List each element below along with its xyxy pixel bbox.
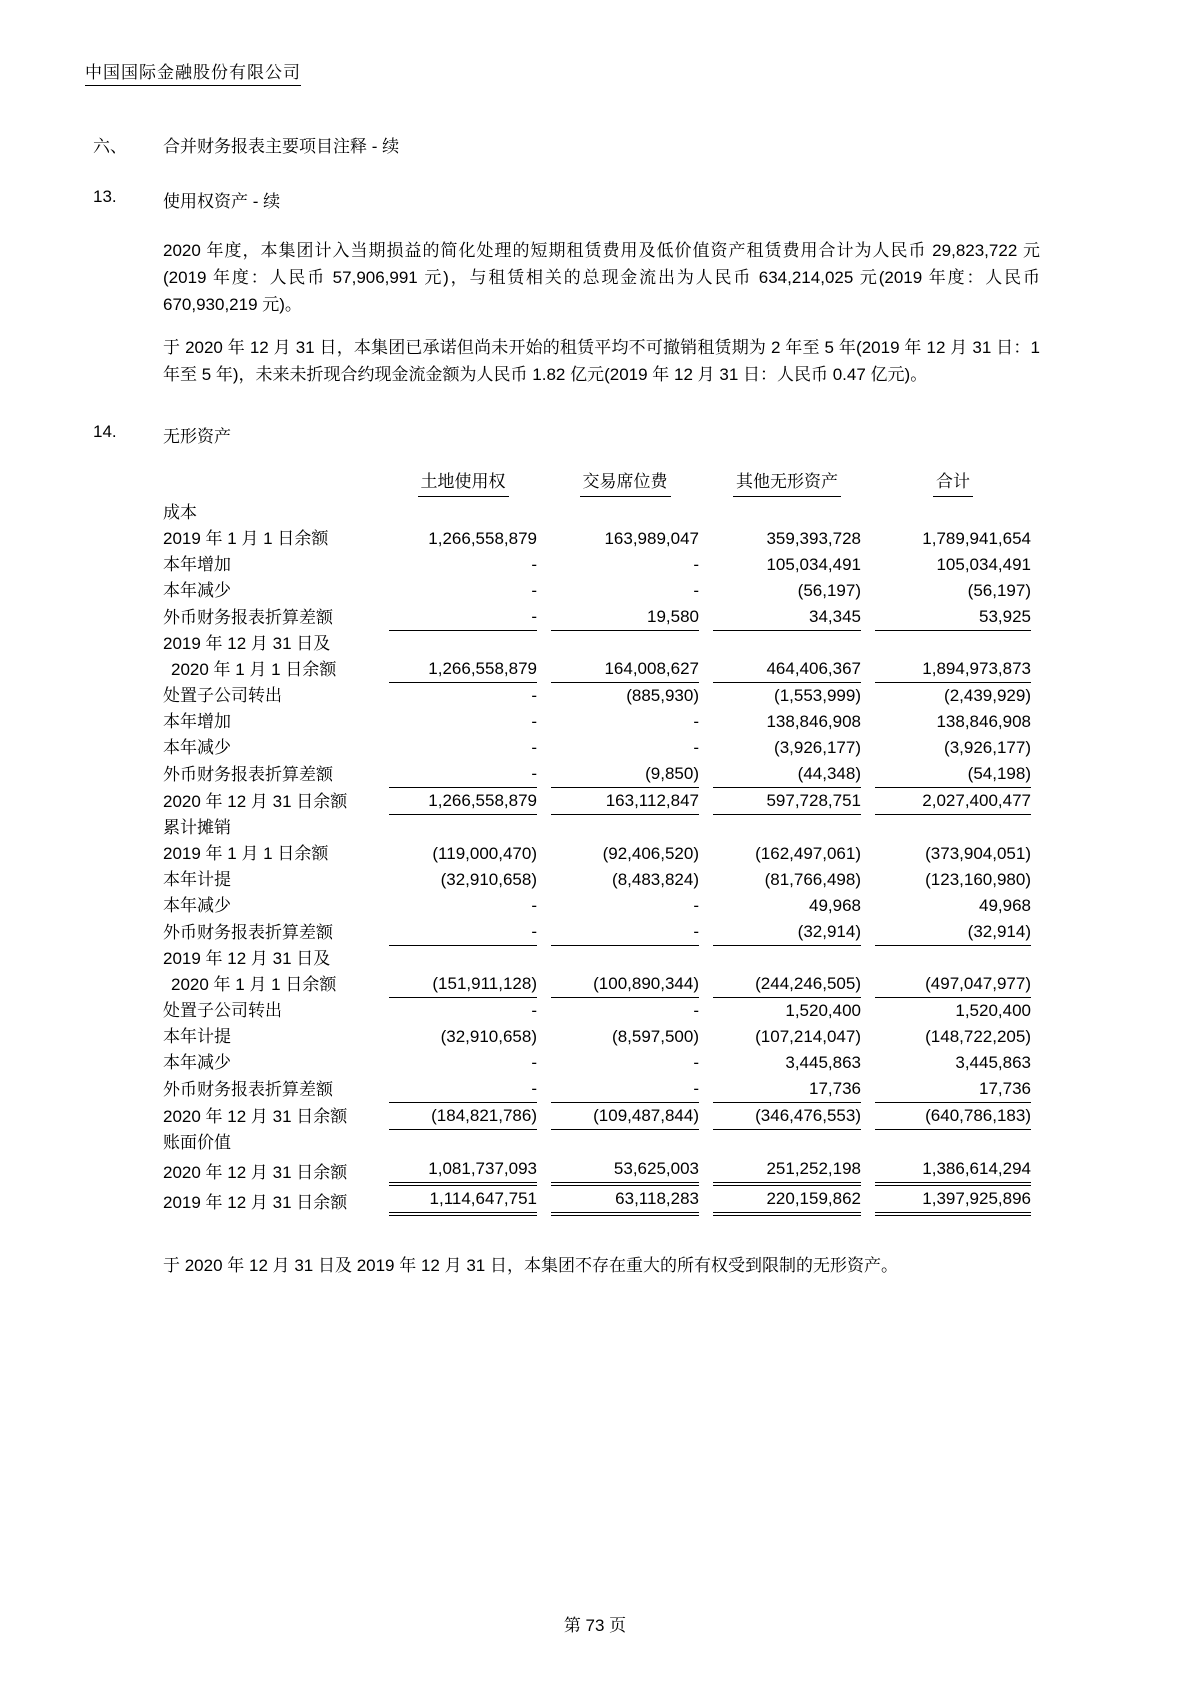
cell-value: 464,406,367 xyxy=(713,631,861,683)
note13-paragraph-2: 于 2020 年 12 月 31 日，本集团已承诺但尚未开始的租赁平均不可撤销租赁期为 2 年至 5 年(2019 年 12 月 31 日：1 年至 5 年)，未来未折现合约现金流金额为人民币 1.82 亿元(2019 年 12 月 31 日：人民币 0.47 亿元)。 xyxy=(163,338,1040,384)
cell-value: (373,904,051) xyxy=(925,844,1031,863)
row-label-line: 本年增加 xyxy=(163,712,231,731)
table-row xyxy=(163,841,1031,867)
row-label xyxy=(163,526,375,552)
cell-value: - xyxy=(693,581,699,600)
cell-value: (346,476,553) xyxy=(713,1103,861,1130)
cell-value: 3,445,863 xyxy=(955,1053,1031,1072)
row-label xyxy=(163,552,375,578)
column-header-label: 土地使用权 xyxy=(418,469,509,497)
cell-value: (885,930) xyxy=(626,686,699,705)
section-title: 合并财务报表主要项目注释 - 续 xyxy=(163,137,400,156)
row-label xyxy=(163,631,375,683)
cell-value: (32,910,658) xyxy=(440,870,537,889)
row-label-line: 2019 年 1 月 1 日余额 xyxy=(163,529,329,548)
row-label xyxy=(163,788,375,815)
row-label-line: 2020 年 1 月 1 日余额 xyxy=(171,975,337,994)
cell-value: 2,027,400,477 xyxy=(875,788,1031,815)
cell-value: 105,034,491 xyxy=(766,555,861,574)
cell-value: - xyxy=(531,581,537,600)
column-header-label: 交易席位费 xyxy=(580,469,671,497)
cell-value: (56,197) xyxy=(797,581,861,600)
row-label xyxy=(163,1156,375,1186)
cell-value: (54,198) xyxy=(875,761,1031,788)
cell-value: 163,112,847 xyxy=(551,788,699,815)
cell-value: 49,968 xyxy=(979,896,1031,915)
row-label xyxy=(163,1186,375,1216)
cell-value: - xyxy=(531,686,537,705)
row-label xyxy=(163,1076,375,1103)
cell-value: (2,439,929) xyxy=(944,686,1031,705)
cell-value: (32,914) xyxy=(713,919,861,946)
cell-value: (119,000,470) xyxy=(432,844,537,863)
cell-value: 138,846,908 xyxy=(766,712,861,731)
cell-value: 105,034,491 xyxy=(936,555,1031,574)
note13-heading xyxy=(93,187,1190,212)
row-label-line: 本年减少 xyxy=(163,1053,231,1072)
cell-value: 359,393,728 xyxy=(766,529,861,548)
row-label-line: 外币财务报表折算差额 xyxy=(163,765,333,784)
row-label-line: 外币财务报表折算差额 xyxy=(163,608,333,627)
cell-value: 164,008,627 xyxy=(551,631,699,683)
cell-value: - xyxy=(531,555,537,574)
table-row xyxy=(163,735,1031,761)
row-label-line: 2019 年 12 月 31 日余额 xyxy=(163,1193,348,1212)
table-row xyxy=(163,788,1031,815)
cell-value: 49,968 xyxy=(809,896,861,915)
column-header-label: 其他无形资产 xyxy=(733,469,841,497)
intangibles-table xyxy=(149,469,1045,1216)
table-section-row xyxy=(163,815,1031,841)
table-section-row xyxy=(163,1130,1031,1156)
row-label xyxy=(163,998,375,1024)
row-label xyxy=(163,919,375,946)
table-row xyxy=(163,1186,1031,1216)
cell-value: (1,553,999) xyxy=(774,686,861,705)
row-label-line: 2020 年 12 月 31 日余额 xyxy=(163,792,348,811)
cell-value: 17,736 xyxy=(875,1076,1031,1103)
cell-value: 1,081,737,093 xyxy=(389,1156,537,1186)
page-number: 第 73 页 xyxy=(563,1616,627,1635)
note13-paragraph-1: 2020 年度，本集团计入当期损益的简化处理的短期租赁费用及低价值资产租赁费用合计为人民币 29,823,722 元(2019 年度：人民币 57,906,991 元)，与租赁相关的总现金流出为人民币 634,214,025 元(2019 年度：人民币 670,930,219 元)。 xyxy=(163,241,1040,314)
table-row xyxy=(163,1076,1031,1103)
cell-value: (44,348) xyxy=(713,761,861,788)
cell-value: (3,926,177) xyxy=(774,738,861,757)
cell-value: - xyxy=(531,712,537,731)
cell-value: 1,520,400 xyxy=(955,1001,1031,1020)
cell-value: - xyxy=(531,738,537,757)
cell-value: - xyxy=(531,1001,537,1020)
cell-value: (3,926,177) xyxy=(944,738,1031,757)
row-label-line: 本年减少 xyxy=(163,896,231,915)
cell-value: - xyxy=(551,1076,699,1103)
column-header xyxy=(551,469,699,500)
cell-value: - xyxy=(551,919,699,946)
table-row xyxy=(163,552,1031,578)
row-label xyxy=(163,867,375,893)
cell-value: 53,625,003 xyxy=(551,1156,699,1186)
cell-value: - xyxy=(693,1001,699,1020)
cell-value: - xyxy=(693,896,699,915)
cell-value: - xyxy=(693,555,699,574)
cell-value: (162,497,061) xyxy=(755,844,861,863)
table-row xyxy=(163,683,1031,709)
section-number: 六、 xyxy=(93,137,127,156)
row-label-line: 2020 年 12 月 31 日余额 xyxy=(163,1163,348,1182)
table-row xyxy=(163,893,1031,919)
row-label-line: 本年计提 xyxy=(163,1027,231,1046)
cell-value: - xyxy=(389,1076,537,1103)
cell-value: - xyxy=(389,919,537,946)
row-label xyxy=(163,1103,375,1130)
row-label-line: 本年减少 xyxy=(163,738,231,757)
row-label xyxy=(163,578,375,604)
row-label xyxy=(163,735,375,761)
row-label xyxy=(163,761,375,788)
table-section-title: 成本 xyxy=(163,503,197,522)
column-header xyxy=(713,469,861,500)
column-header xyxy=(875,469,1031,500)
cell-value: - xyxy=(389,604,537,631)
row-label xyxy=(163,683,375,709)
cell-value: (151,911,128) xyxy=(389,946,537,998)
table-row xyxy=(163,998,1031,1024)
row-label-line: 外币财务报表折算差额 xyxy=(163,1080,333,1099)
cell-value: (123,160,980) xyxy=(925,870,1031,889)
row-label xyxy=(163,604,375,631)
cell-value: 19,580 xyxy=(551,604,699,631)
cell-value: - xyxy=(693,738,699,757)
row-label-line: 2019 年 12 月 31 日及 xyxy=(163,634,331,653)
note13-number: 13. xyxy=(93,187,117,206)
row-label-line: 2019 年 1 月 1 日余额 xyxy=(163,844,329,863)
cell-value: (640,786,183) xyxy=(875,1103,1031,1130)
row-label xyxy=(163,1024,375,1050)
table-row xyxy=(163,919,1031,946)
table-section-title: 账面价值 xyxy=(163,1133,231,1152)
cell-value: (184,821,786) xyxy=(389,1103,537,1130)
cell-value: (8,483,824) xyxy=(612,870,699,889)
table-row xyxy=(163,946,1031,998)
table-row xyxy=(163,1024,1031,1050)
cell-value: 251,252,198 xyxy=(713,1156,861,1186)
row-label-line: 本年计提 xyxy=(163,870,231,889)
cell-value: 1,520,400 xyxy=(785,1001,861,1020)
row-label xyxy=(163,1050,375,1076)
cell-value: (92,406,520) xyxy=(602,844,699,863)
cell-value: (32,914) xyxy=(875,919,1031,946)
cell-value: - xyxy=(693,1053,699,1072)
note14-heading xyxy=(93,422,1190,447)
cell-value: 1,397,925,896 xyxy=(875,1186,1031,1216)
cell-value: 3,445,863 xyxy=(785,1053,861,1072)
cell-value: - xyxy=(693,712,699,731)
cell-value: (244,246,505) xyxy=(713,946,861,998)
cell-value: (497,047,977) xyxy=(875,946,1031,998)
column-header xyxy=(389,469,537,500)
row-label-line: 本年减少 xyxy=(163,581,231,600)
column-header-label: 合计 xyxy=(933,469,973,497)
cell-value: (8,597,500) xyxy=(612,1027,699,1046)
row-label xyxy=(163,893,375,919)
row-label xyxy=(163,709,375,735)
cell-value: (148,722,205) xyxy=(925,1027,1031,1046)
cell-value: 53,925 xyxy=(875,604,1031,631)
note14-footnote: 于 2020 年 12 月 31 日及 2019 年 12 月 31 日，本集团不存在重大的所有权受到限制的无形资产。 xyxy=(163,1256,898,1275)
cell-value: (107,214,047) xyxy=(755,1027,861,1046)
cell-value: 138,846,908 xyxy=(936,712,1031,731)
cell-value: 1,266,558,879 xyxy=(389,631,537,683)
table-row xyxy=(163,709,1031,735)
note14-number: 14. xyxy=(93,422,117,441)
cell-value: 220,159,862 xyxy=(713,1186,861,1216)
cell-value: (81,766,498) xyxy=(764,870,861,889)
intangibles-table-header xyxy=(163,469,1031,500)
cell-value: (32,910,658) xyxy=(440,1027,537,1046)
cell-value: - xyxy=(389,761,537,788)
note14-title: 无形资产 xyxy=(163,427,231,446)
table-row xyxy=(163,867,1031,893)
cell-value: 17,736 xyxy=(713,1076,861,1103)
note13-title: 使用权资产 - 续 xyxy=(163,192,281,211)
column-header-row xyxy=(163,469,1031,500)
table-row xyxy=(163,526,1031,552)
table-row xyxy=(163,761,1031,788)
row-label-line: 本年增加 xyxy=(163,555,231,574)
table-row xyxy=(163,578,1031,604)
row-label xyxy=(163,841,375,867)
table-row xyxy=(163,1050,1031,1076)
row-label xyxy=(163,946,375,998)
cell-value: 163,989,047 xyxy=(604,529,699,548)
section-heading xyxy=(93,132,1190,157)
row-label-line: 2020 年 1 月 1 日余额 xyxy=(171,660,337,679)
cell-value: 1,386,614,294 xyxy=(875,1156,1031,1186)
company-name: 中国国际金融股份有限公司 xyxy=(85,58,301,86)
cell-value: 1,266,558,879 xyxy=(389,788,537,815)
row-label-line: 外币财务报表折算差额 xyxy=(163,923,333,942)
intangibles-table-body xyxy=(163,500,1031,1216)
row-label-line: 处置子公司转出 xyxy=(163,686,282,705)
table-row xyxy=(163,1103,1031,1130)
cell-value: 597,728,751 xyxy=(713,788,861,815)
cell-value: 1,266,558,879 xyxy=(428,529,537,548)
table-row xyxy=(163,1156,1031,1186)
cell-value: (100,890,344) xyxy=(551,946,699,998)
cell-value: (56,197) xyxy=(967,581,1031,600)
cell-value: - xyxy=(531,896,537,915)
cell-value: 1,894,973,873 xyxy=(875,631,1031,683)
row-label-line: 2020 年 12 月 31 日余额 xyxy=(163,1107,348,1126)
cell-value: (109,487,844) xyxy=(551,1103,699,1130)
column-header-empty xyxy=(163,469,375,500)
cell-value: 1,114,647,751 xyxy=(389,1186,537,1216)
cell-value: 1,789,941,654 xyxy=(922,529,1031,548)
row-label-line: 2019 年 12 月 31 日及 xyxy=(163,949,331,968)
table-section-title: 累计摊销 xyxy=(163,818,231,837)
table-section-row xyxy=(163,500,1031,526)
row-label-line: 处置子公司转出 xyxy=(163,1001,282,1020)
table-row xyxy=(163,604,1031,631)
cell-value: 63,118,283 xyxy=(551,1186,699,1216)
cell-value: (9,850) xyxy=(551,761,699,788)
cell-value: - xyxy=(531,1053,537,1072)
table-row xyxy=(163,631,1031,683)
cell-value: 34,345 xyxy=(713,604,861,631)
